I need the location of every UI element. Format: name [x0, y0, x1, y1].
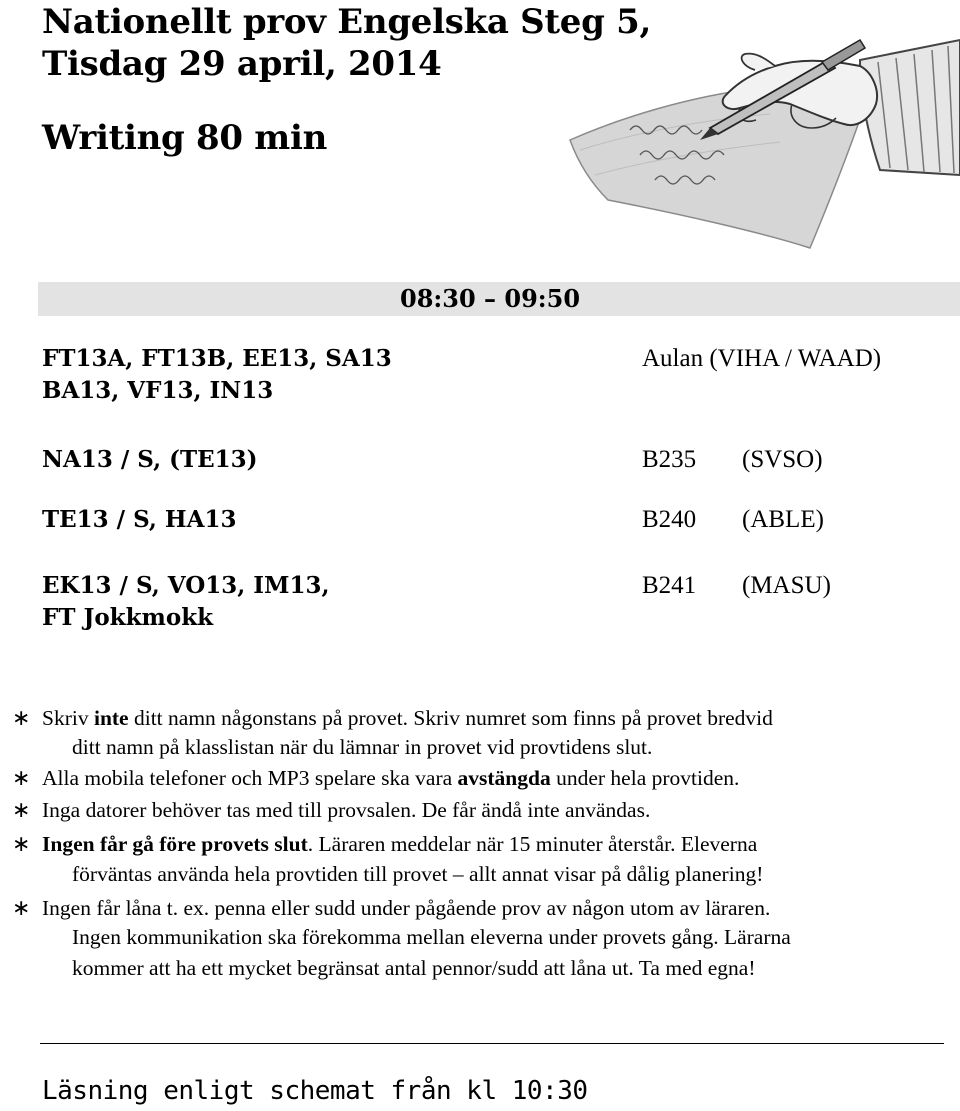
bullet-icon: ∗: [12, 765, 31, 790]
divider: [40, 1043, 944, 1044]
schedule-room-4: [642, 570, 831, 602]
hand-writing-icon: [560, 0, 960, 250]
room-number: B240: [642, 506, 697, 533]
groups-line: FT Jokkmokk: [42, 604, 214, 631]
page-subtitle: Writing 80 min: [42, 118, 327, 158]
teacher-code: (MASU): [742, 572, 831, 599]
groups-line: EK13 / S, VO13, IM13,: [42, 572, 330, 599]
rule-1: Skriv inte ditt namn någonstans på provet. Skriv numret som finns på provet bredvid: [42, 706, 773, 730]
rule-4: Ingen får gå före provets slut. Läraren meddelar när 15 minuter återstår. Eleverna: [42, 832, 758, 856]
teacher-code: (SVSO): [742, 446, 823, 473]
rule-5-cont: kommer att ha ett mycket begränsat antal pennor/sudd att låna ut. Ta med egna!: [72, 956, 756, 980]
schedule-room-3: [642, 504, 824, 536]
rule-1-cont: ditt namn på klasslistan när du lämnar in provet vid provtidens slut.: [72, 735, 653, 759]
schedule-room-2: [642, 444, 823, 476]
bullet-icon: ∗: [12, 797, 31, 822]
schedule-groups-1: [42, 343, 392, 407]
time-slot-bar: [38, 282, 960, 316]
time-slot: 08:30 – 09:50: [400, 284, 581, 313]
rule-3: Inga datorer behöver tas med till provsalen. De får ändå inte användas.: [42, 798, 651, 822]
groups-line: NA13 / S, (TE13): [42, 446, 258, 473]
room-number: B235: [642, 446, 697, 473]
schedule-groups-4: [42, 570, 329, 634]
teacher-code: (ABLE): [742, 506, 824, 533]
bullet-icon: ∗: [12, 895, 31, 920]
rule-5-cont: Ingen kommunikation ska förekomma mellan eleverna under provets gång. Lärarna: [72, 925, 791, 949]
page-title-line1: Nationellt prov Engelska Steg 5,: [42, 2, 652, 42]
rule-2: Alla mobila telefoner och MP3 spelare ska vara avstängda under hela provtiden.: [42, 766, 740, 790]
schedule-room-1: Aulan (VIHA / WAAD): [642, 345, 882, 372]
rule-4-cont: förväntas använda hela provtiden till provet – allt annat visar på dålig planering!: [72, 862, 764, 886]
bullet-icon: ∗: [12, 831, 31, 856]
footer-note: Läsning enligt schemat från kl 10:30: [42, 1076, 588, 1106]
groups-line: BA13, VF13, IN13: [42, 377, 274, 404]
bullet-icon: ∗: [12, 705, 31, 730]
groups-line: FT13A, FT13B, EE13, SA13: [42, 345, 392, 372]
rule-5: Ingen får låna t. ex. penna eller sudd under pågående prov av någon utom av läraren.: [42, 896, 771, 920]
schedule-groups-2: [42, 444, 258, 476]
schedule-groups-3: [42, 504, 236, 536]
room-number: B241: [642, 572, 697, 599]
groups-line: TE13 / S, HA13: [42, 506, 237, 533]
page-title-line2: Tisdag 29 april, 2014: [42, 44, 442, 84]
